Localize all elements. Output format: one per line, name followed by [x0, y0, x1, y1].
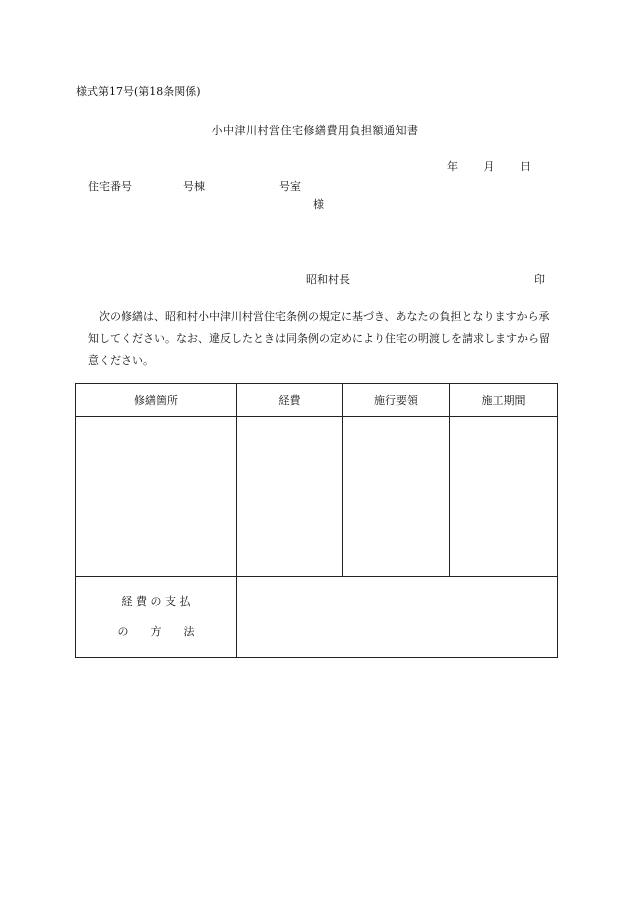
table-header-row — [76, 384, 558, 417]
building-label: 号棟 — [183, 180, 205, 193]
date-year-label: 年 — [447, 160, 458, 173]
payment-label-line2: の 方 法 — [117, 625, 195, 638]
house-number-label: 住宅番号 — [88, 180, 132, 193]
repair-location-cell — [76, 417, 237, 577]
table-entry-row — [76, 417, 558, 577]
header-procedure: 施行要領 — [343, 384, 450, 417]
house-line — [88, 180, 301, 194]
document-title: 小中津川村営住宅修繕費用負担額通知書 — [211, 124, 419, 137]
header-cost: 経費 — [237, 384, 343, 417]
addressee-suffix: 様 — [313, 198, 324, 211]
period-cell — [450, 417, 558, 577]
seal-mark: 印 — [534, 273, 545, 286]
issuer-name: 昭和村長 — [306, 273, 350, 286]
repair-table — [75, 383, 558, 658]
header-period: 施工期間 — [450, 384, 558, 417]
date-month-label: 月 — [483, 160, 495, 173]
procedure-cell — [343, 417, 450, 577]
payment-method-cell — [237, 577, 558, 658]
notice-body-text: 次の修繕は、昭和村小中津川村営住宅条例の規定に基づき、あなたの負担となりますから承知してください。なお、違反したときは同条例の定めにより住宅の明渡しを請求しますから留意ください。 — [88, 310, 550, 367]
payment-method-row — [76, 577, 558, 658]
form-number: 様式第17号(第18条関係) — [76, 85, 201, 98]
notice-body — [88, 306, 558, 372]
cost-cell — [237, 417, 343, 577]
date-day-label: 日 — [520, 160, 531, 173]
date-line — [447, 160, 553, 174]
payment-label-line1: 経 費 の 支 払 — [121, 595, 191, 608]
header-repair-location: 修繕箇所 — [76, 384, 237, 417]
payment-method-label — [76, 577, 237, 658]
room-label: 号室 — [279, 180, 301, 193]
